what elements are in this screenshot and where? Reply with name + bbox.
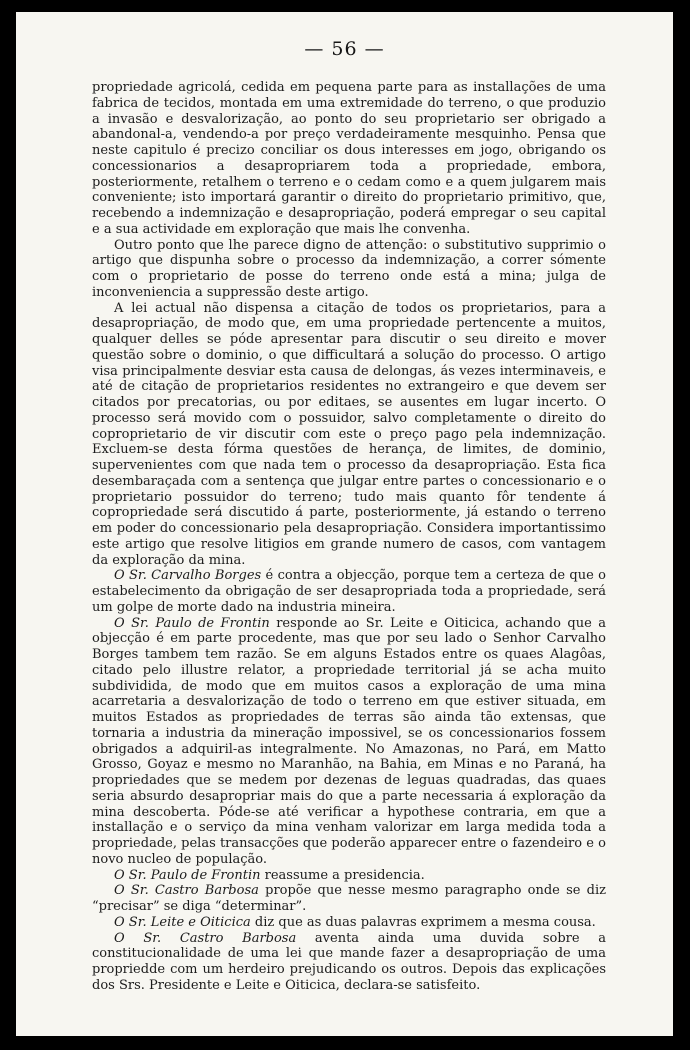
paragraph-text: Outro ponto que lhe parece digno de attenção: o substitutivo supprimio o artigo que dispunha sobre o processo da indemnização, a correr sómente com o proprietario de posse do terreno onde está a mina; julga de inconveniencia a suppressão deste artigo. (92, 237, 606, 300)
speaker-name: O Sr. Carvalho Borges (114, 568, 262, 584)
paragraph-text: propõe que nesse mesmo paragrapho onde se diz “precisar” se diga “determinar”. (92, 883, 606, 914)
speaker-name: O Sr. Paulo de Frontin (114, 615, 270, 631)
speaker-name: O Sr. Leite e Oiticica (114, 914, 251, 930)
speaker-name: O Sr. Castro Barbosa (114, 930, 297, 946)
paragraph (92, 868, 606, 884)
paragraph-text: A lei actual não dispensa a citação de todos os proprietarios, para a desapropriação, de modo que, em uma propriedade pertencente a muitos, qualquer delles se póde apresentar para discutir o seu direito e mover questão sobre o dominio, o que difficultará a solução do processo. O artigo visa principalmente desviar esta causa de delongas, ás vezes interminaveis, e até de citação de proprietarios residentes no extrangeiro e que devem ser citados por precatorias, ou por editaes, se ausentes em lugar incerto. O processo será movido com o possuidor, salvo completamente o direito do coproprietario de vir discutir com este o preço pago pela indemnização. Excluem-se desta fórma questões de herança, de limites, de dominio, supervenientes com que nada tem o processo da desapropriação. Esta fica desembaraçada com a sentença que julgar entre partes o concessionario e o proprietario possuidor do terreno; tudo mais quanto fôr tendente á copropriedade será discutido á parte, posteriormente, já estando o terreno em poder do concessionario pela desapropriação. Considera importantissimo este artigo que resolve litigios em grande numero de casos, com vantagem da exploração da mina. (92, 300, 606, 568)
paragraph (92, 238, 606, 301)
document-page (16, 12, 673, 1036)
speaker-name: O Sr. Paulo de Frontin (114, 867, 261, 883)
paragraph (92, 883, 606, 915)
paragraph-text: propriedade agricolá, cedida em pequena parte para as installações de uma fabrica de tecidos, montada em uma extremidade do terreno, o que produzio a invasão e desvalorização, ao ponto do seu proprietario ser obrigado a abandonal-a, vendendo-a por preço verdadeiramente mesquinho. Pensa que neste capitulo é precizo conciliar os dous interesses em jogo, obrigando os concessionarios a desapropriarem toda a propriedade, embora, posteriormente, retalhem o terreno e o cedam como e a quem julgarem mais conveniente; isto importará garantir o direito do proprietario primitivo, que, recebendo a indemnização e desapropriação, poderá empregar o seu capital e a sua actividade em exploração que mais lhe convenha. (92, 80, 606, 237)
paragraph (92, 616, 606, 868)
page-number: — 56 — (304, 38, 385, 60)
paragraph-text: responde ao Sr. Leite e Oiticica, achando que a objecção é em parte procedente, mas que por seu lado o Senhor Carvalho Borges tambem tem razão. Se em alguns Estados entre os quaes Alagôas, citado pelo illustre relator, a propriedade territorial já se acha muito subdividida, de modo que em muitos casos a exploração de uma mina acarretaria a desvalorização de todo o terreno em que estiver situada, em muitos Estados as propriedades de terras são ainda tão extensas, que tornaria a industria da mineração impossivel, se os concessionarios fossem obrigados a adquiril-as integralmente. No Amazonas, no Pará, em Matto Grosso, Goyaz e mesmo no Maranhão, na Bahia, em Minas e no Paraná, ha propriedades que se medem por dezenas de leguas quadradas, das quaes seria absurdo desapropriar mais do que a parte necessaria á exploração da mina descoberta. Póde-se até verificar a hypothese contraria, em que a installação e o serviço da mina venham valorizar em larga medida toda a propriedade, pelas transacções que poderão apparecer entre o fazendeiro e o novo nucleo de população. (92, 615, 606, 867)
paragraph-text: é contra a objecção, porque tem a certeza de que o estabelecimento da obrigação de ser desapropriada toda a propriedade, será um golpe de morte dado na industria mineira. (92, 568, 606, 615)
paragraph-text: aventa ainda uma duvida sobre a constitucionalidade de uma lei que mande fazer a desapropriação de uma propriedde com um herdeiro prejudicando os outros. Depois das explicações dos Srs. Presidente e Leite e Oiticica, declara-se satisfeito. (92, 930, 606, 993)
paragraph (92, 931, 606, 994)
paragraph-text: diz que as duas palavras exprimem a mesma cousa. (254, 914, 596, 930)
paragraph (92, 80, 606, 238)
paragraph-text: reassume a presidencia. (264, 867, 425, 883)
paragraph (92, 915, 606, 931)
speaker-name: O Sr. Castro Barbosa (114, 883, 259, 899)
body-text (92, 80, 606, 994)
paragraph (92, 568, 606, 615)
paragraph (92, 301, 606, 569)
